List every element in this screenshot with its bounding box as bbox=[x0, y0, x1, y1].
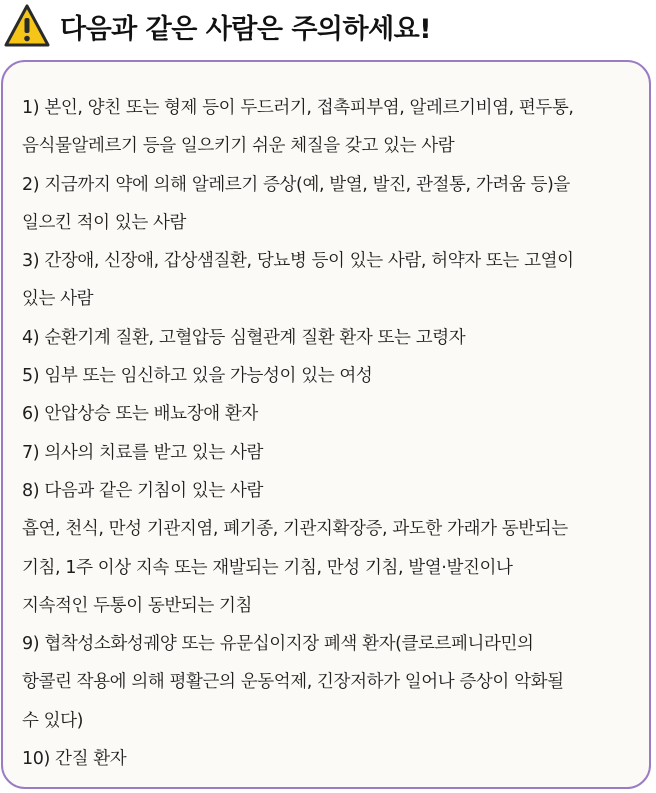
list-line: 1) 본인, 양친 또는 형제 등이 두드러기, 접촉피부염, 알레르기비염, 편두통, bbox=[22, 98, 574, 118]
list-line: 흡연, 천식, 만성 기관지염, 폐기종, 기관지확장증, 과도한 가래가 동반되는 bbox=[22, 519, 568, 540]
caution-list-box bbox=[1, 60, 651, 789]
list-line: 4) 순환기계 질환, 고혈압등 심혈관계 질환 환자 또는 고령자 bbox=[22, 327, 466, 348]
header bbox=[4, 0, 431, 52]
warning-icon bbox=[4, 3, 50, 49]
list-line: 일으킨 적이 있는 사람 bbox=[22, 212, 187, 233]
list-line: 기침, 1주 이상 지속 또는 재발되는 기침, 만성 기침, 발열·발진이나 bbox=[22, 557, 513, 578]
list-line: 7) 의사의 치료를 받고 있는 사람 bbox=[22, 442, 264, 463]
list-line: 2) 지금까지 약에 의해 알레르기 증상(예, 발열, 발진, 관절통, 가려움 등)을 bbox=[22, 174, 570, 195]
list-line: 있는 사람 bbox=[22, 289, 94, 310]
list-line: 수 있다) bbox=[22, 710, 84, 731]
list-line: 9) 협착성소화성궤양 또는 유문십이지장 폐색 환자(클로르페니라민의 bbox=[22, 634, 534, 655]
list-line: 항콜린 작용에 의해 평활근의 운동억제, 긴장저하가 일어나 증상이 악화될 bbox=[22, 672, 564, 693]
list-line: 5) 임부 또는 임신하고 있을 가능성이 있는 여성 bbox=[22, 366, 373, 387]
list-line: 3) 간장애, 신장애, 갑상샘질환, 당뇨병 등이 있는 사람, 허약자 또는 고열이 bbox=[22, 251, 574, 272]
list-line: 8) 다음과 같은 기침이 있는 사람 bbox=[22, 480, 264, 501]
page-title: 다음과 같은 사람은 주의하세요! bbox=[60, 13, 432, 45]
list-line: 음식물알레르기 등을 일으키기 쉬운 체질을 갖고 있는 사람 bbox=[22, 136, 455, 157]
list-line: 10) 간질 환자 bbox=[22, 749, 127, 770]
list-line: 6) 안압상승 또는 배뇨장애 환자 bbox=[22, 404, 258, 425]
list-line: 지속적인 두통이 동반되는 기침 bbox=[22, 595, 253, 616]
